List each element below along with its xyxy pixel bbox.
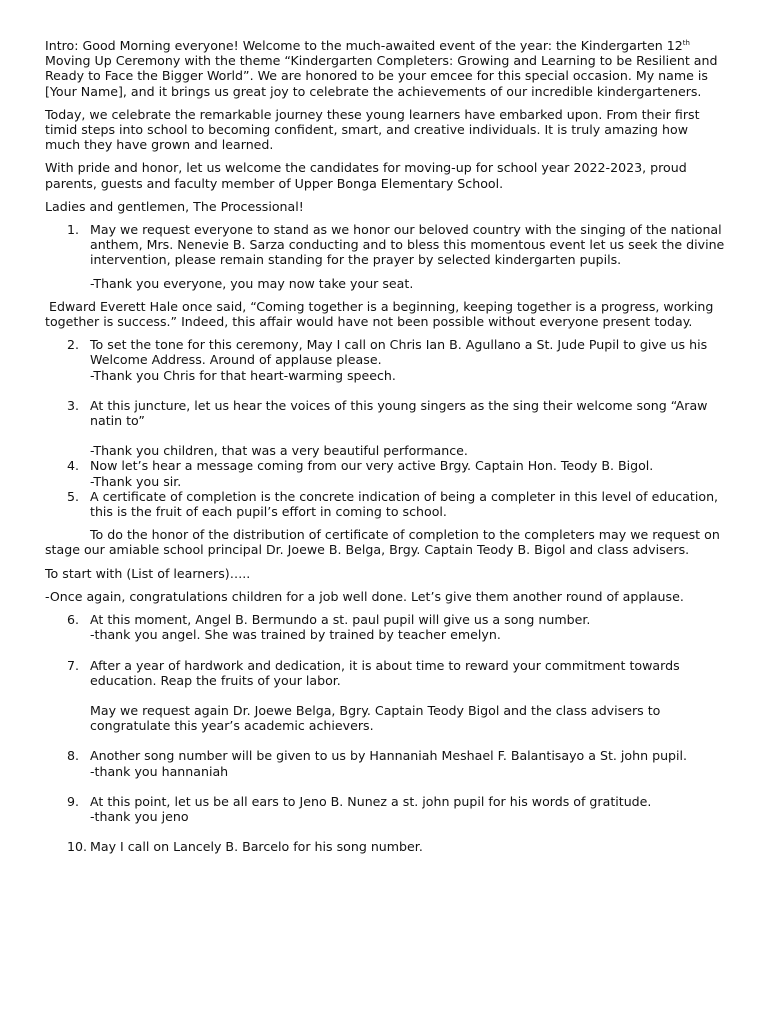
list-item-9 — [45, 794, 725, 824]
paragraph-list-start: To start with (List of learners)….. — [45, 565, 251, 581]
list-number: 5. — [67, 488, 80, 504]
list-item-text: A certificate of completion is the concrete indication of being a completer in this level of education, this is the fruit of each pupil’s effort in coming to school. — [90, 488, 719, 520]
list-number: 1. — [67, 222, 80, 238]
list-item-10 — [45, 839, 725, 854]
list-item-thanks: -Thank you Chris for that heart-warming speech. — [90, 367, 396, 383]
list-number: 4. — [67, 458, 80, 474]
ordinal-suffix: th — [682, 38, 690, 47]
list-number: 2. — [67, 337, 80, 353]
list-item-text: Now let’s hear a message coming from our very active Brgy. Captain Hon. Teody B. Bigol. — [90, 458, 654, 474]
list-item-text: To set the tone for this ceremony, May I call on Chris Ian B. Agullano a St. Jude Pupil to give us his Welcome Address. Around of applause please. — [90, 337, 708, 368]
paragraph-today: Today, we celebrate the remarkable journey these young learners have embarked upon. From their first timid steps into school to becoming confident, smart, and creative individuals. It is truly amazing how much they have grown and learned. — [45, 106, 700, 153]
list-item-thanks: -Thank you everyone, you may now take your seat. — [90, 275, 414, 291]
paragraph-congratulations: -Once again, congratulations children for a job well done. Let’s give them another round of applause. — [45, 588, 684, 604]
list-item-text: At this juncture, let us hear the voices of this young singers as the sing their welcome song “Araw natin to” — [90, 397, 708, 429]
paragraph-processional: Ladies and gentlemen, The Processional! — [45, 198, 304, 214]
list-item-text: May I call on Lancely B. Barcelo for his song number. — [90, 839, 423, 855]
list-number: 8. — [67, 748, 80, 764]
list-item-thanks: -thank you hannaniah — [90, 763, 229, 779]
list-item-3 — [45, 398, 725, 459]
list-item-text-2: May we request again Dr. Joewe Belga, Bgry. Captain Teody Bigol and the class advisers to congratulate this year’s academic achievers. — [90, 702, 661, 734]
quote-paragraph: Edward Everett Hale once said, “Coming together is a beginning, keeping together is a progress, working together is success.” Indeed, this affair would have not been possible without everyone present today. — [45, 298, 718, 330]
list-item-thanks: -Thank you children, that was a very beautiful performance. — [90, 443, 468, 459]
list-number: 3. — [67, 397, 80, 413]
paragraph-honor: To do the honor of the distribution of certificate of completion to the completers may we request on stage our amiable school principal Dr. Joewe B. Belga, Brgy. Captain Teody B. Bigol and class advisers. — [45, 527, 720, 558]
paragraph-pride: With pride and honor, let us welcome the candidates for moving-up for school year 2022-2023, proud parents, guests and faculty member of Upper Bonga Elementary School. — [45, 160, 687, 191]
list-item-2 — [45, 337, 725, 383]
list-number: 9. — [67, 793, 80, 809]
list-item-1 — [45, 222, 725, 291]
list-number: 10. — [67, 839, 88, 855]
list-item-thanks: -thank you angel. She was trained by trained by teacher emelyn. — [90, 627, 501, 643]
list-item-thanks: -thank you jeno — [90, 808, 189, 824]
list-number: 6. — [67, 612, 80, 628]
list-item-4 — [45, 458, 725, 488]
list-item-5 — [45, 489, 725, 519]
emcee-script-document — [45, 38, 725, 854]
list-item-text: At this point, let us be all ears to Jeno B. Nunez a st. john pupil for his words of gratitude. — [90, 793, 652, 809]
list-item-text: At this moment, Angel B. Bermundo a st. paul pupil will give us a song number. — [90, 612, 591, 628]
list-item-text: May we request everyone to stand as we honor our beloved country with the singing of the national anthem, Mrs. Nenevie B. Sarza conducting and to bless this momentous event let us seek the divine intervention, please remain standing for the prayer by selected kindergarten pupils. — [90, 222, 725, 268]
list-item-8 — [45, 748, 725, 778]
list-item-thanks: -Thank you sir. — [90, 473, 182, 489]
list-item-text: After a year of hardwork and dedication, it is about time to reward your commitment towards education. Reap the fruits of your labor. — [90, 657, 680, 688]
intro-paragraph: Intro: Good Morning everyone! Welcome to the much-awaited event of the year: the Kindergarten 12th Moving Up Ceremony with the theme “Kindergarten Completers: Growing and Learning to be Resilient and Ready to Face the Bigger World”. We are honored to be your emcee for this special occasion. My name is [Your Name], and it brings us great joy to celebrate the achievements of our incredible kindergarteners. — [45, 38, 718, 99]
list-item-6 — [45, 612, 725, 642]
list-item-text: Another song number will be given to us by Hannaniah Meshael F. Balantisayo a St. john pupil. — [90, 748, 688, 764]
list-item-7 — [45, 658, 725, 734]
list-number: 7. — [67, 657, 80, 673]
